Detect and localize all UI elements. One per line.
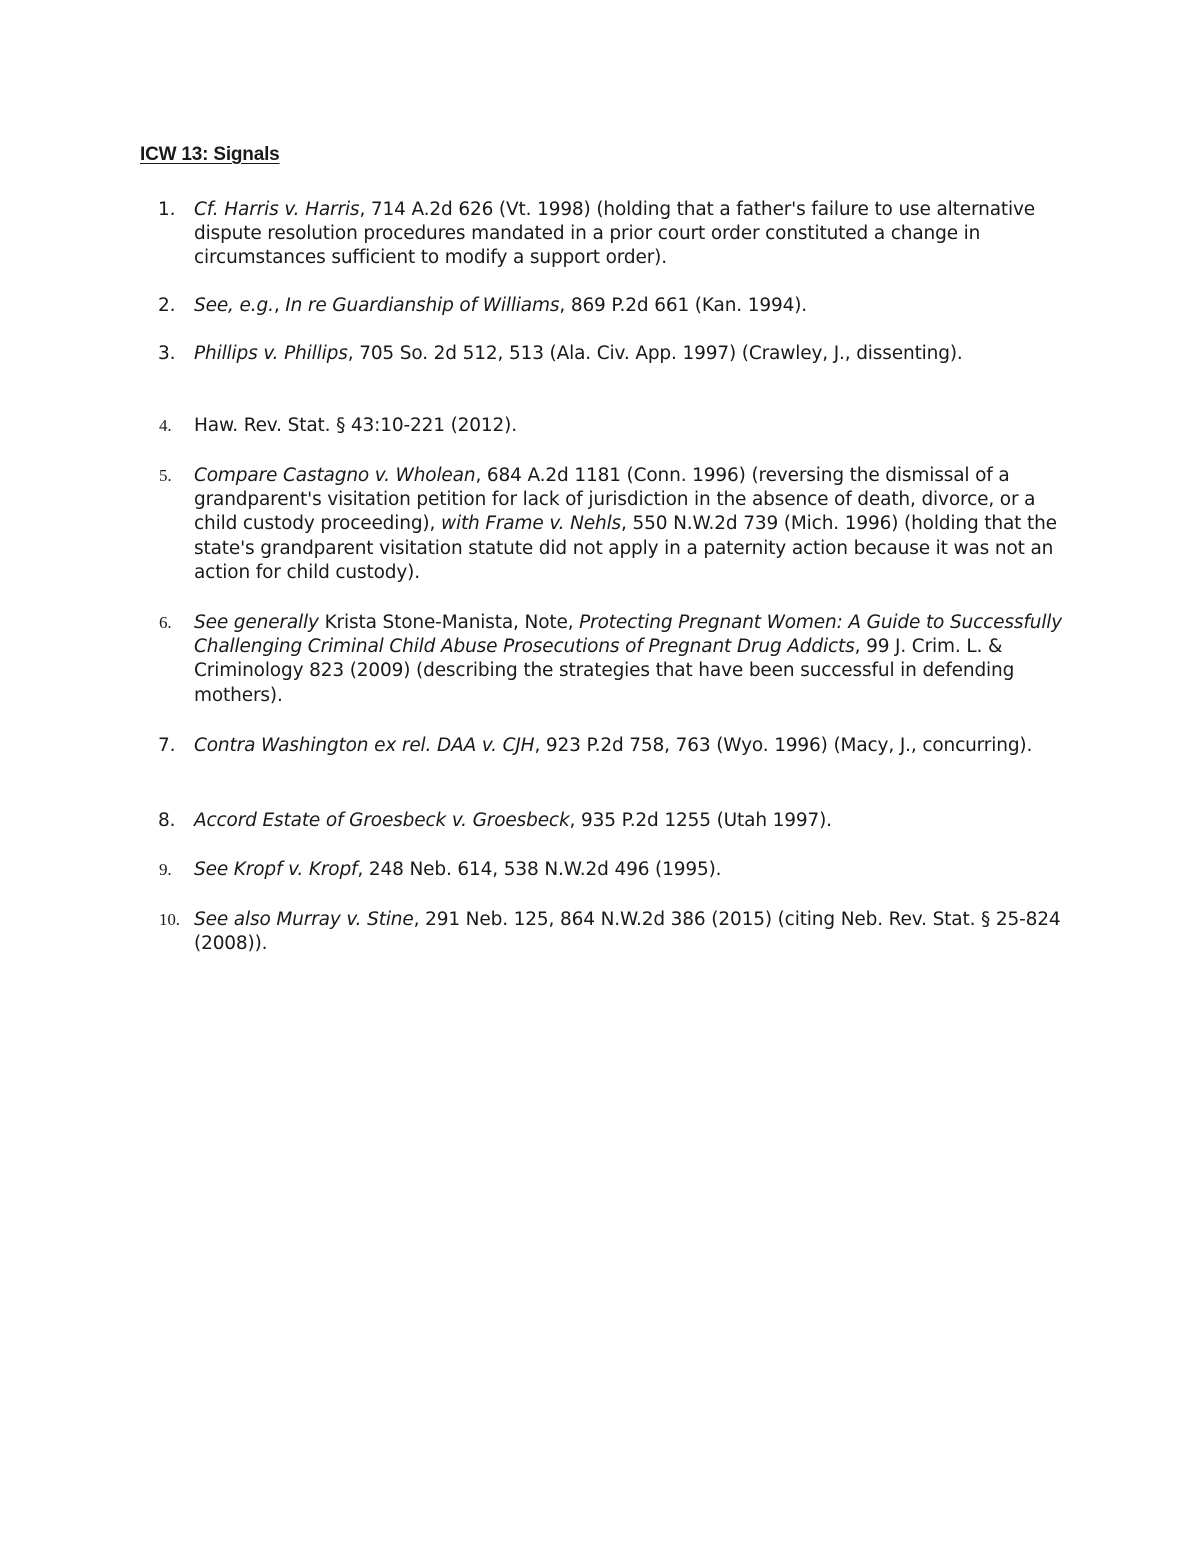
citation-italic-text: Cf. Harris v. Harris [194,199,360,220]
citation-item [158,294,1074,318]
citation-italic-text: with Frame v. Nehls [440,513,622,535]
citation-number: 10. [159,910,180,929]
citation-text: , 714 A.2d 626 (Vt. 1998) (holding that a father's failure to use alternative dispute resolution procedures mandated in a prior court order constituted a change in circumstances sufficient to modify a support order). [194,199,1035,269]
citation-number: 6. [159,613,172,632]
citation-italic-text: Contra Washington ex rel. DAA v. CJH [194,735,535,756]
citation-item [158,809,1074,833]
citation-item [159,908,1074,956]
citation-item [159,414,1074,438]
citation-number: 2. [158,295,176,316]
citation-italic-text: See, e.g. [194,295,274,316]
citation-italic-text: Phillips v. Phillips [194,343,348,364]
citation-text: , 291 Neb. 125, 864 N.W.2d 386 (2015) (citing Neb. Rev. Stat. § 25-824 (2008)). [194,909,1061,955]
citation-text: , 684 A.2d 1181 (Conn. 1996) (reversing the dismissal of a grandparent's visitation petition for lack of jurisdiction in the absence of death, divorce, or a child custody proceeding), [194,465,1036,535]
citation-number: 9. [159,860,172,879]
citation-text: , 99 J. Crim. L. & Criminology 823 (2009) (describing the strategies that have been successful in defending mothers). [194,636,1015,706]
citation-item [158,342,1074,366]
citation-italic-text: See also Murray v. Stine [194,909,414,930]
citation-text: , 935 P.2d 1255 (Utah 1997). [569,810,832,831]
citation-italic-text: Compare Castagno v. Wholean [194,465,476,486]
document-title: ICW 13: Signals [140,144,280,165]
citation-italic-text: In re Guardianship of Williams [285,295,560,316]
citation-text: Haw. Rev. Stat. § 43:10-221 (2012). [194,415,517,436]
citation-number: 7. [158,735,176,756]
citation-number: 3. [158,343,176,364]
citation-number: 1. [158,199,176,220]
citation-item [158,734,1074,758]
citation-italic-text: Protecting Pregnant Women: A Guide to Successfully Challenging Criminal Child Abuse Prosecutions of Pregnant Drug Addicts [194,612,1063,658]
citation-item [159,858,1074,882]
citation-text: , 705 So. 2d 512, 513 (Ala. Civ. App. 1997) (Crawley, J., dissenting). [347,343,963,364]
citation-number: 5. [159,466,172,485]
citation-item [159,464,1074,585]
citation-text: , 869 P.2d 661 (Kan. 1994). [559,295,808,316]
citation-text: , 550 N.W.2d 739 (Mich. 1996) (holding that the state's grandparent visitation statute did not apply in a paternity action because it was not an action for child custody). [194,513,1057,583]
citation-text: Krista Stone-Manista, Note, [318,612,580,633]
citation-italic-text: See generally [194,612,319,633]
citation-italic-text: See Kropf v. Kropf [194,859,358,880]
citation-item [158,198,1074,271]
citation-italic-text: Accord Estate of Groesbeck v. Groesbeck [194,810,570,831]
citation-number: 4. [159,416,172,435]
citation-text: , 923 P.2d 758, 763 (Wyo. 1996) (Macy, J., concurring). [534,735,1033,756]
citation-item [159,611,1074,708]
citation-text: , [273,295,286,316]
citation-number: 8. [158,810,176,831]
citation-text: , 248 Neb. 614, 538 N.W.2d 496 (1995). [357,859,722,880]
